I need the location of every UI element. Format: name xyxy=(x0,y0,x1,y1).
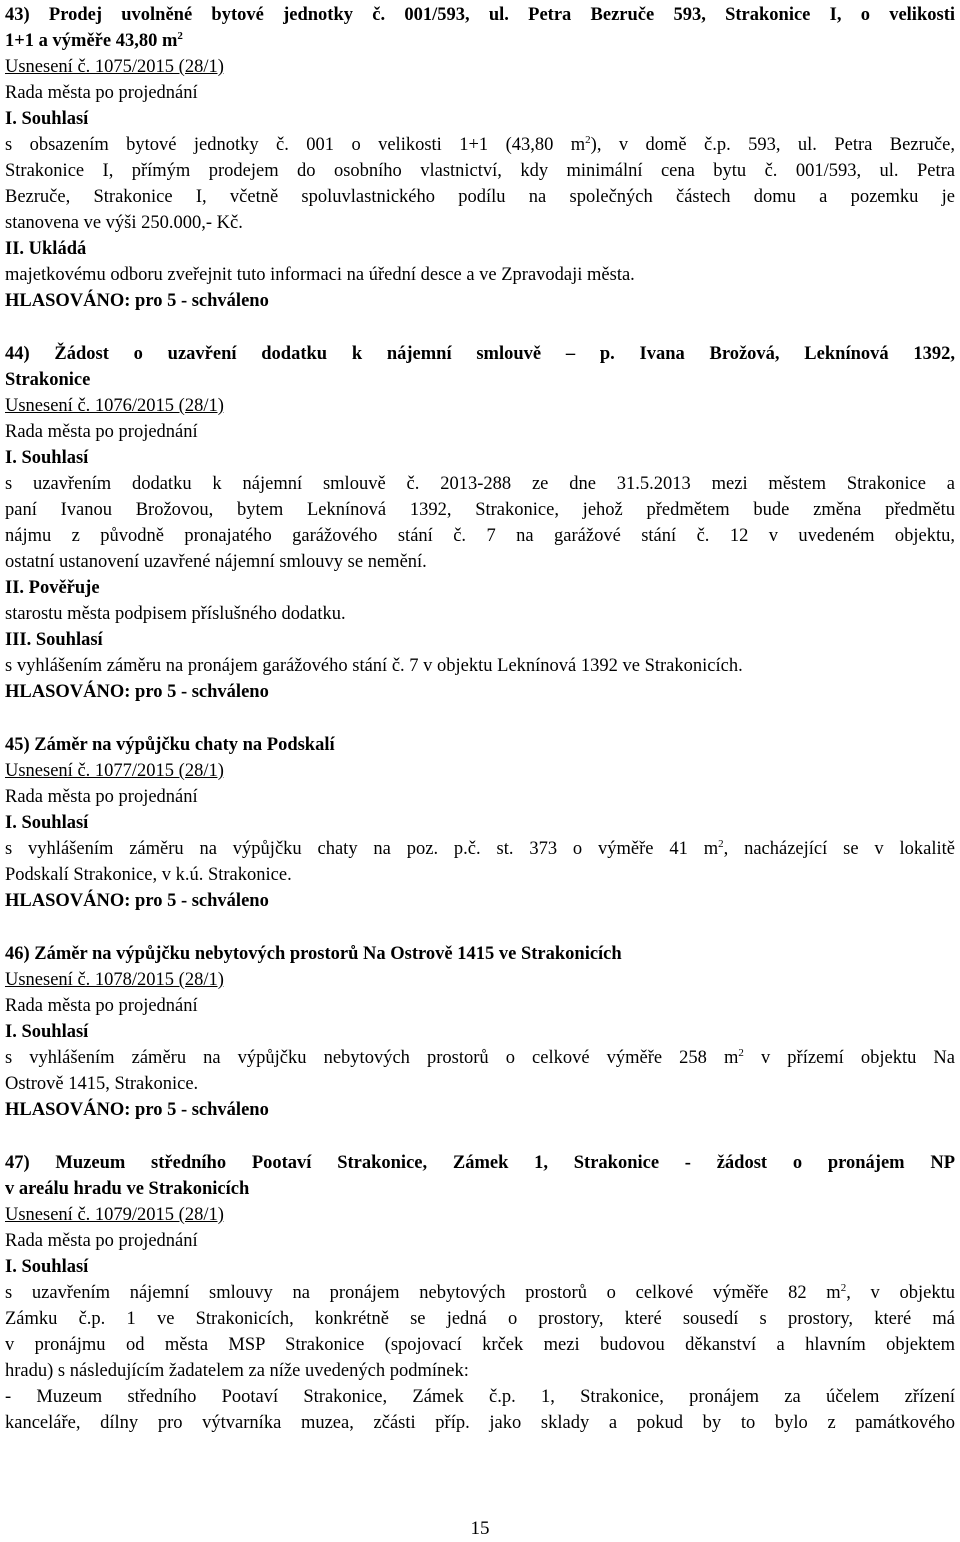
section-47-resolution: Usnesení č. 1079/2015 (28/1) xyxy=(5,1205,224,1225)
section-43-resolution: Usnesení č. 1075/2015 (28/1) xyxy=(5,57,224,77)
section-43-title-cont: 1+1 a výměře 43,80 $m^2$ xyxy=(5,30,183,51)
section-47-text-1: s uzavřením nájemní smlouvy na pronájem nebytových prostorů o celkové výměře 82 $m^2$, v objektu xyxy=(5,1282,955,1303)
section-44-vote: HLASOVÁNO: pro 5 - schváleno xyxy=(5,682,269,702)
section-47-heading-1: I. Souhlasí xyxy=(5,1257,89,1277)
section-44-text-6: s vyhlášením záměru na pronájem garážového stání č. 7 v objektu Leknínová 1392 ve Strakonicích. xyxy=(5,656,743,676)
section-44-text-4: ostatní ustanovení uzavřené nájemní smlouvy se nemění. xyxy=(5,552,427,572)
section-46-resolution: Usnesení č. 1078/2015 (28/1) xyxy=(5,970,224,990)
section-46-text-1: s vyhlášením záměru na výpůjčku nebytových prostorů o celkové výměře 258 $m^2$ v přízemí objektu Na xyxy=(5,1047,955,1068)
section-43-council: Rada města po projednání xyxy=(5,83,198,103)
section-43-text-2: Strakonice I, přímým prodejem do osobního vlastnictví, kdy minimální cena bytu č. 001/593, ul. Petra xyxy=(5,161,955,181)
section-43-text-4: stanovena ve výši 250.000,- Kč. xyxy=(5,213,243,233)
section-46-heading-1: I. Souhlasí xyxy=(5,1022,89,1042)
section-44-text-2: paní Ivanou Brožovou, bytem Leknínová 1392, Strakonice, jehož předmětem bude změna předmětu xyxy=(5,500,955,520)
section-47-text-6: kanceláře, dílny pro výtvarníka muzea, zčásti příp. jako sklady a pokud by to bylo z památkového xyxy=(5,1413,955,1433)
section-44-title: 44) Žádost o uzavření dodatku k nájemní smlouvě – p. Ivana Brožová, Leknínová 1392, xyxy=(5,344,955,364)
section-43-heading-1: I. Souhlasí xyxy=(5,109,89,129)
section-45-text-1: s vyhlášením záměru na výpůjčku chaty na poz. p.č. st. 373 o výměře 41 $m^2$, nacházející se v lokalitě xyxy=(5,838,955,859)
section-43-text-5: majetkovému odboru zveřejnit tuto informaci na úřední desce a ve Zpravodaji města. xyxy=(5,265,635,285)
section-44-heading-1: I. Souhlasí xyxy=(5,448,89,468)
section-47-text-5: - Muzeum středního Pootaví Strakonice, Zámek č.p. 1, Strakonice, pronájem za účelem zřízení xyxy=(5,1387,955,1407)
section-43-text-3: Bezruče, Strakonice I, včetně spoluvlastnického podílu na společných částech domu a pozemku je xyxy=(5,187,955,207)
section-47-title-cont: v areálu hradu ve Strakonicích xyxy=(5,1179,250,1199)
section-44-resolution: Usnesení č. 1076/2015 (28/1) xyxy=(5,396,224,416)
section-45-title: 45) Záměr na výpůjčku chaty na Podskalí xyxy=(5,735,335,755)
section-46-council: Rada města po projednání xyxy=(5,996,198,1016)
section-44-heading-2: II. Pověřuje xyxy=(5,578,100,598)
section-43-heading-2: II. Ukládá xyxy=(5,239,87,259)
section-44-heading-3: III. Souhlasí xyxy=(5,630,103,650)
section-46-text-2: Ostrově 1415, Strakonice. xyxy=(5,1074,199,1094)
section-45-text-2: Podskalí Strakonice, v k.ú. Strakonice. xyxy=(5,865,292,885)
section-44-text-5: starostu města podpisem příslušného dodatku. xyxy=(5,604,346,624)
section-47-council: Rada města po projednání xyxy=(5,1231,198,1251)
section-44-text-1: s uzavřením dodatku k nájemní smlouvě č. 2013-288 ze dne 31.5.2013 mezi městem Strakonice a xyxy=(5,474,955,494)
section-45-resolution: Usnesení č. 1077/2015 (28/1) xyxy=(5,761,224,781)
section-47-text-3: v pronájmu od města MSP Strakonice (spojovací krček mezi budovou děkanství a hlavním objektem xyxy=(5,1335,955,1355)
document-content xyxy=(5,2,955,1436)
section-47-text-4: hradu) s následujícím žadatelem za níže uvedených podmínek: xyxy=(5,1361,469,1381)
section-46-title: 46) Záměr na výpůjčku nebytových prostorů Na Ostrově 1415 ve Strakonicích xyxy=(5,944,622,964)
section-45-vote: HLASOVÁNO: pro 5 - schváleno xyxy=(5,891,269,911)
section-45-heading-1: I. Souhlasí xyxy=(5,813,89,833)
section-43-text-1: s obsazením bytové jednotky č. 001 o velikosti 1+1 (43,80 $m^2$), v domě č.p. 593, ul. Petra Bezruče, xyxy=(5,134,955,155)
section-45-council: Rada města po projednání xyxy=(5,787,198,807)
page-number: 15 xyxy=(470,1518,490,1539)
section-44-council: Rada města po projednání xyxy=(5,422,198,442)
section-46-vote: HLASOVÁNO: pro 5 - schváleno xyxy=(5,1100,269,1120)
section-44-title-cont: Strakonice xyxy=(5,370,91,390)
section-47-title: 47) Muzeum středního Pootaví Strakonice, Zámek 1, Strakonice - žádost o pronájem NP xyxy=(5,1153,955,1173)
section-43-vote: HLASOVÁNO: pro 5 - schváleno xyxy=(5,291,269,311)
section-47-text-2: Zámku č.p. 1 ve Strakonicích, konkrétně se jedná o prostory, které sousedí s prostory, které má xyxy=(5,1309,955,1329)
section-44-text-3: nájmu z původně pronajatého garážového stání č. 7 na garážové stání č. 12 v uvedeném objektu, xyxy=(5,526,955,546)
section-43-title: 43) Prodej uvolněné bytové jednotky č. 001/593, ul. Petra Bezruče 593, Strakonice I, o velikosti xyxy=(5,5,955,25)
